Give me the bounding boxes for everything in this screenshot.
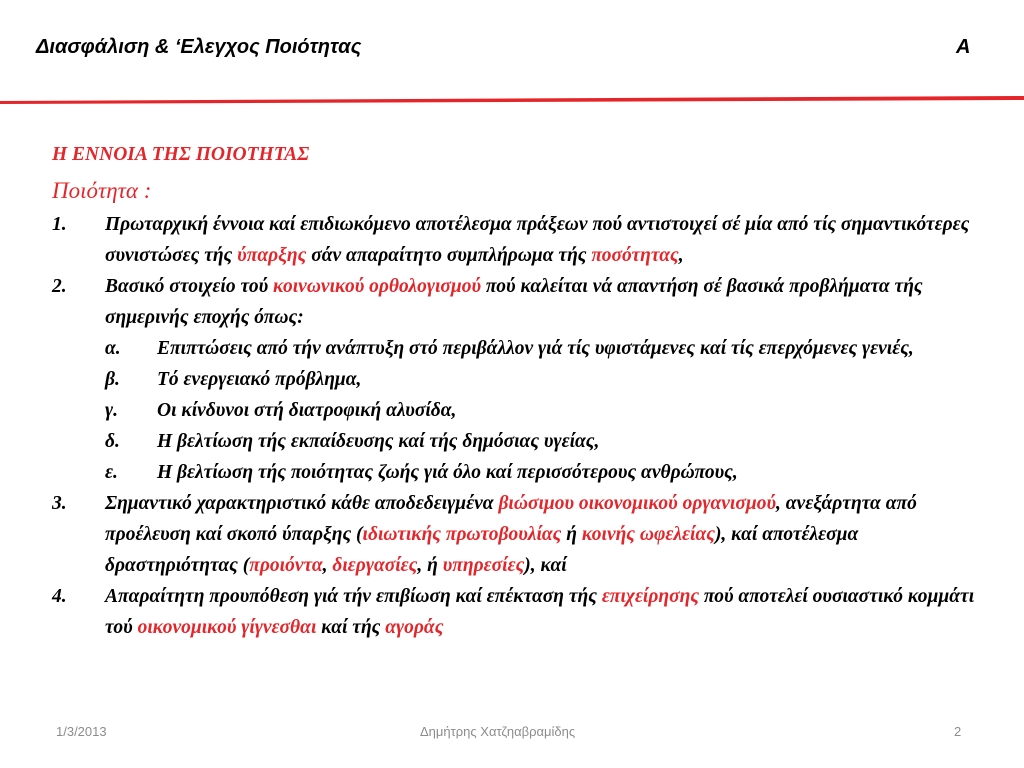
sub-item-letter: ε. [105, 462, 118, 483]
text-segment: Σημαντικό χαρακτηριστικό κάθε αποδεδειγμένα [105, 493, 499, 514]
text-segment: , ανεξάρτητα από προέλευση καί σκοπό ύπαρξης ( [105, 493, 917, 545]
highlight-term: διεργασίες [332, 555, 418, 576]
footer-date: 1/3/2013 [56, 724, 107, 739]
sub-item-b [52, 364, 992, 395]
highlight-term: ιδιωτικής πρωτοβουλίας [362, 524, 562, 545]
highlight-term: οικονομικού γίγνεσθαι [137, 617, 317, 638]
text-segment: ), καί αποτέλεσμα δραστηριότητας ( [105, 524, 859, 576]
highlight-term: ποσότητας [591, 245, 679, 266]
highlight-term: ύπαρξης [237, 245, 307, 266]
sub-item-text: Οι κίνδυνοι στή διατροφική αλυσίδα, [157, 400, 457, 421]
sub-item-text: Επιπτώσεις από τήν ανάπτυξη στό περιβάλλον γιά τίς υφιστάμενες καί τίς επερχόμενες γενιές, [157, 338, 914, 359]
list-item-2 [52, 271, 992, 333]
text-segment: πού αποτελεί ουσιαστικό κομμάτι τού [105, 586, 975, 638]
sub-item-c [52, 395, 992, 426]
text-segment: Πρωταρχική έννοια καί επιδιωκόμενο αποτέλεσμα πράξεων πού αντιστοιχεί σέ μία από τίς σημαντικότερες συνιστώσες τής [105, 214, 970, 266]
list-item-1 [52, 209, 992, 271]
list-item-3 [52, 488, 992, 581]
list-number: 2. [52, 276, 67, 297]
sub-item-letter: δ. [105, 431, 120, 452]
subheading-term: Ποιότητα [52, 178, 138, 203]
text-segment: Απαραίτητη προυπόθεση γιά τήν επιβίωση καί επέκταση τής [105, 586, 602, 607]
slide-title: Διασφάλιση & ‘Ελεγχος Ποιότητας [36, 36, 362, 58]
highlight-term: κοινής ωφελείας [581, 524, 715, 545]
sub-item-a [52, 333, 992, 364]
highlight-term: προιόντα [249, 555, 323, 576]
slide-content [52, 136, 992, 643]
text-segment: πού καλείται νά απαντήση σέ βασικά προβλήματα τής σημερινής εποχής όπως: [105, 276, 923, 328]
highlight-term: βιώσιμου οικονομικού οργανισμού [498, 493, 776, 514]
text-segment: , ή [417, 555, 443, 576]
sub-item-letter: γ. [105, 400, 118, 421]
highlight-term: κοινωνικού ορθολογισμού [273, 276, 482, 297]
list-number: 1. [52, 214, 67, 235]
list-item-4 [52, 581, 992, 643]
subheading-colon: : [137, 178, 152, 203]
text-segment: , [678, 245, 684, 266]
list-number: 3. [52, 493, 67, 514]
text-segment: , [322, 555, 333, 576]
highlight-term: υπηρεσίες [442, 555, 525, 576]
subheading [52, 173, 992, 209]
sub-item-letter: α. [105, 338, 121, 359]
footer-author: Δημήτρης Χατζηαβραμίδης [420, 724, 576, 739]
slide-number: 2 [954, 724, 962, 739]
text-segment: ή [561, 524, 582, 545]
text-segment: ), καί [524, 555, 567, 576]
text-segment: καί τής [316, 617, 386, 638]
sub-item-text: Η βελτίωση τής εκπαίδευσης καί τής δημόσιας υγείας, [157, 431, 600, 452]
sub-item-e [52, 457, 992, 488]
text-segment: Βασικό στοιχείο τού [105, 276, 274, 297]
sub-item-text: Tό ενεργειακό πρόβλημα, [157, 369, 362, 390]
highlight-term: αγοράς [385, 617, 444, 638]
text-segment: σάν απαραίτητο συμπλήρωμα τής [306, 245, 592, 266]
header-letter: A [956, 36, 971, 58]
sub-item-text: Η βελτίωση τής ποιότητας ζωής γιά όλο καί περισσότερους ανθρώπους, [157, 462, 738, 483]
section-heading: Η ΕΝΝΟΙΑ ΤΗΣ ΠΟΙΟΤΗΤΑΣ [52, 144, 310, 165]
sub-item-letter: β. [105, 369, 120, 390]
highlight-term: επιχείρησης [601, 586, 700, 607]
list-number: 4. [52, 586, 67, 607]
sub-item-d [52, 426, 992, 457]
